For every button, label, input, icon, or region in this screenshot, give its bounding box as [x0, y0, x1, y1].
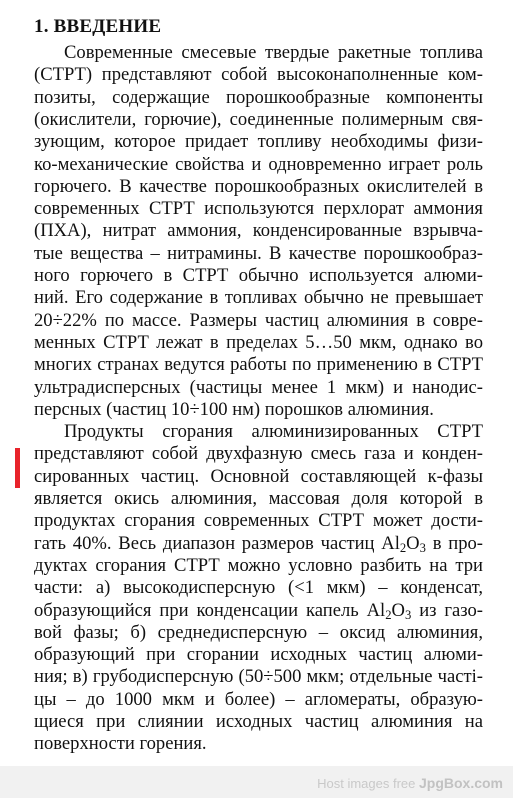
text-line: 20÷22% по массе. Размеры частиц алюминия в совре- — [34, 309, 483, 331]
text-line: представляют собой двухфазную смесь газа и конден- — [34, 443, 483, 465]
watermark-text — [317, 775, 503, 791]
text-line: тые вещества – нитрамины. В качестве порошкообраз- — [34, 242, 483, 264]
text-line: ного горючего в СТРТ обычно используется алюми- — [34, 265, 483, 286]
watermark-footer — [0, 766, 513, 798]
text-line: зующим, которое придает топливу необходимы физи- — [34, 131, 483, 153]
text-line: ний. Его содержание в топливах обычно не превышает — [34, 287, 483, 309]
section-heading: 1. ВВЕДЕНИЕ — [34, 16, 162, 37]
text-line: гать 40%. Весь диапазон размеров частиц $Al_2O_3$ в про- — [34, 532, 483, 555]
text-line: горючего. В качестве порошкообразных окислителей в — [34, 175, 483, 197]
text-line: дуктах сгорания СТРТ можно условно разбить на три — [34, 554, 483, 576]
text-line: щиеся при слиянии исходных частиц алюминия на — [34, 711, 483, 732]
text-line: ультрадисперсных (частицы менее 1 мкм) и нанодис- — [34, 376, 483, 398]
text-line: современных СТРТ используются перхлорат аммония — [34, 198, 483, 220]
text-line: (СТРТ) представляют собой высоконаполненные ком- — [34, 64, 483, 86]
text-line: (окислители, горючие), соединенные полимерным свя- — [34, 108, 483, 130]
text-line: цы – до 1000 мкм и более) – агломераты, образую- — [34, 688, 483, 710]
text-line: ко-механические свойства и одновременно играет роль — [34, 153, 483, 175]
text-line: Современные смесевые твердые ракетные топлива — [64, 42, 483, 63]
text-line: является окись алюминия, массовая доля которой в — [34, 488, 483, 509]
text-line: образующийся при конденсации капель $Al_2O_3$ из газо- — [34, 599, 483, 622]
text-line: позиты, содержащие порошкообразные компоненты — [34, 86, 483, 108]
text-line: ния; в) грубодисперсную (50÷500 мкм; отдельные часті- — [34, 666, 483, 688]
text-line: вой фазы; б) среднедисперсную – оксид алюминия, — [34, 621, 483, 643]
text-line: персных (частиц 10÷100 нм) порошков алюминия. — [34, 398, 434, 420]
text-line: сированных частиц. Основной составляющей к-фазы — [34, 465, 483, 487]
text-line: (ПХА), нитрат аммония, конденсированные взрывча- — [34, 220, 483, 242]
watermark-prefix: Host images free — [317, 776, 419, 791]
text-line: части: а) высокодисперсную (<1 мкм) – конденсат, — [34, 577, 483, 599]
text-line: поверхности горения. — [34, 733, 207, 755]
margin-highlight-marker — [15, 448, 20, 488]
text-line: образующий при сгорании исходных частиц алюми- — [34, 644, 483, 666]
text-line: менных СТРТ лежат в пределах 5…50 мкм, однако во — [34, 331, 483, 353]
text-line: продуктах сгорания современных СТРТ может дости- — [34, 510, 483, 532]
text-line: многих странах ведутся работы по применению в СТРТ — [34, 354, 483, 376]
watermark-brand: JpgBox.com — [418, 775, 503, 791]
text-line: Продукты сгорания алюминизированных СТРТ — [64, 421, 483, 443]
